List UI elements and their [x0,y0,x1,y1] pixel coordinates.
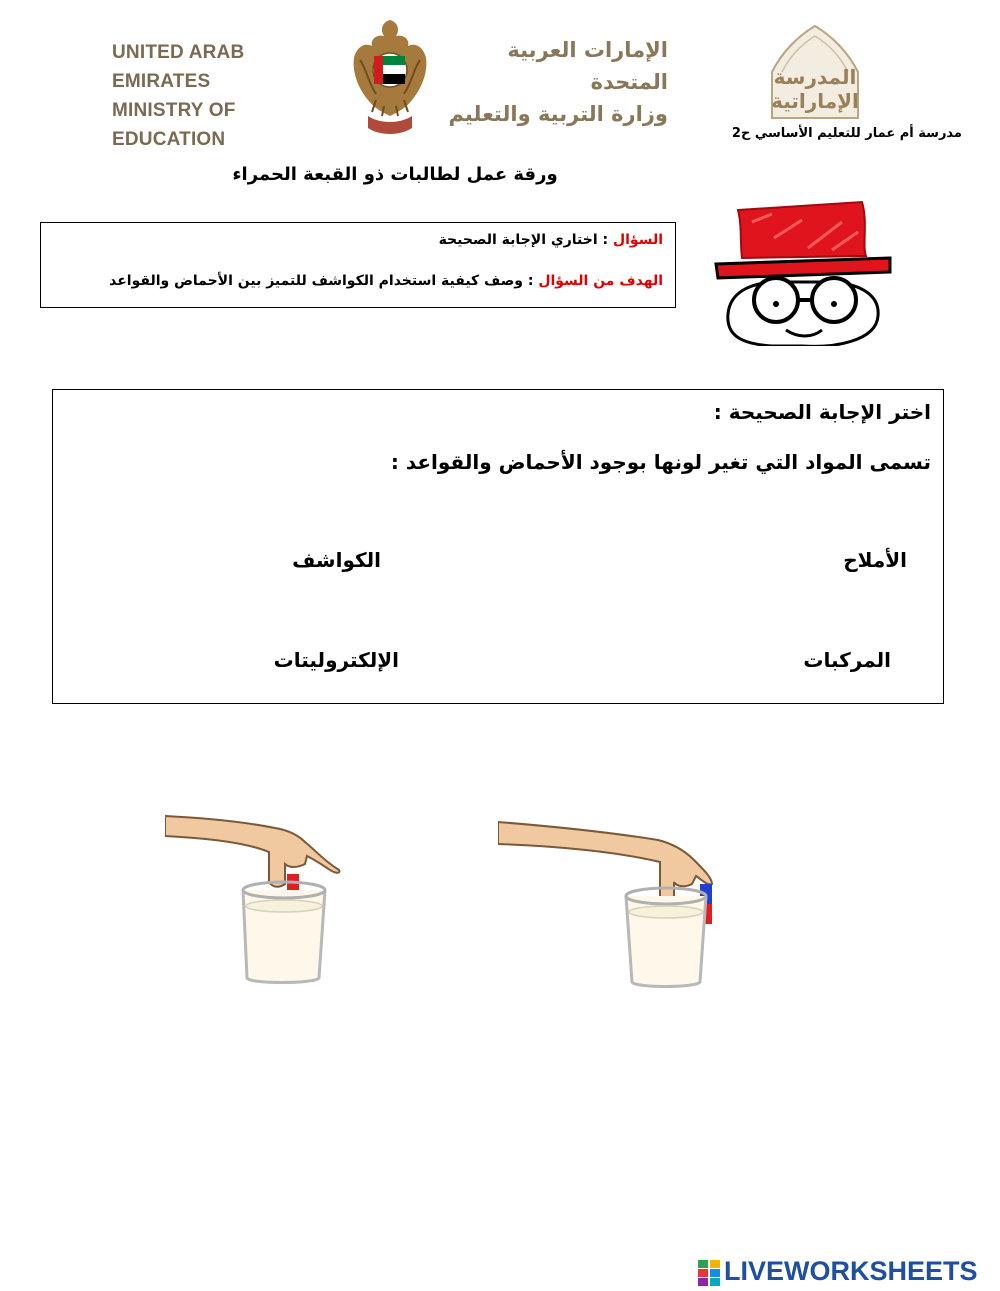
sheet-title: ورقة عمل لطالبات ذو القبعة الحمراء [232,164,558,185]
option-salts[interactable]: الأملاح [843,548,907,572]
goal-label: الهدف من السؤال [538,273,663,289]
question-label: السؤال [612,232,663,248]
ministry-en-line2: MINISTRY OF EDUCATION [112,100,236,150]
beaker-litmus-blue-bottom [165,812,385,1012]
goal-text: : وصف كيفية استخدام الكواشف للتميز بين الأحماض والقواعد [109,273,534,289]
red-hat-character-icon [712,192,894,346]
objective-box [40,222,676,308]
school-logo-line2: الإماراتية [771,89,859,113]
liveworksheets-brand-text: LIVEWORKSHEETS [724,1256,978,1286]
uae-emblem-icon [346,12,434,142]
school-logo-icon [760,22,870,122]
liveworksheets-mark-icon [698,1260,720,1286]
ministry-name-english [112,38,337,154]
quiz-box [52,389,944,704]
school-logo-line1: المدرسة [773,65,857,89]
ministry-ar-line1: الإمارات العربية المتحدة [507,38,668,94]
option-electrolytes[interactable]: الإلكتروليتات [273,648,399,672]
option-indicators[interactable]: الكواشف [292,548,381,572]
beaker-litmus-red-bottom [498,812,718,1012]
liveworksheets-logo [698,1256,998,1288]
ministry-ar-line2: وزارة التربية والتعليم [448,102,668,126]
quiz-question: تسمى المواد التي تغير لونها بوجود الأحماض والقواعد : [390,450,931,474]
school-name: مدرسة أم عمار للتعليم الأساسي ح2 [731,126,962,141]
question-line [439,232,663,248]
goal-line [109,273,663,289]
quiz-instruction: اختر الإجابة الصحيحة : [713,400,931,424]
ministry-en-line1: UNITED ARAB EMIRATES [112,42,245,92]
question-text: : اختاري الإجابة الصحيحة [438,232,609,248]
option-compounds[interactable]: المركبات [803,648,891,672]
ministry-name-arabic [440,34,668,130]
